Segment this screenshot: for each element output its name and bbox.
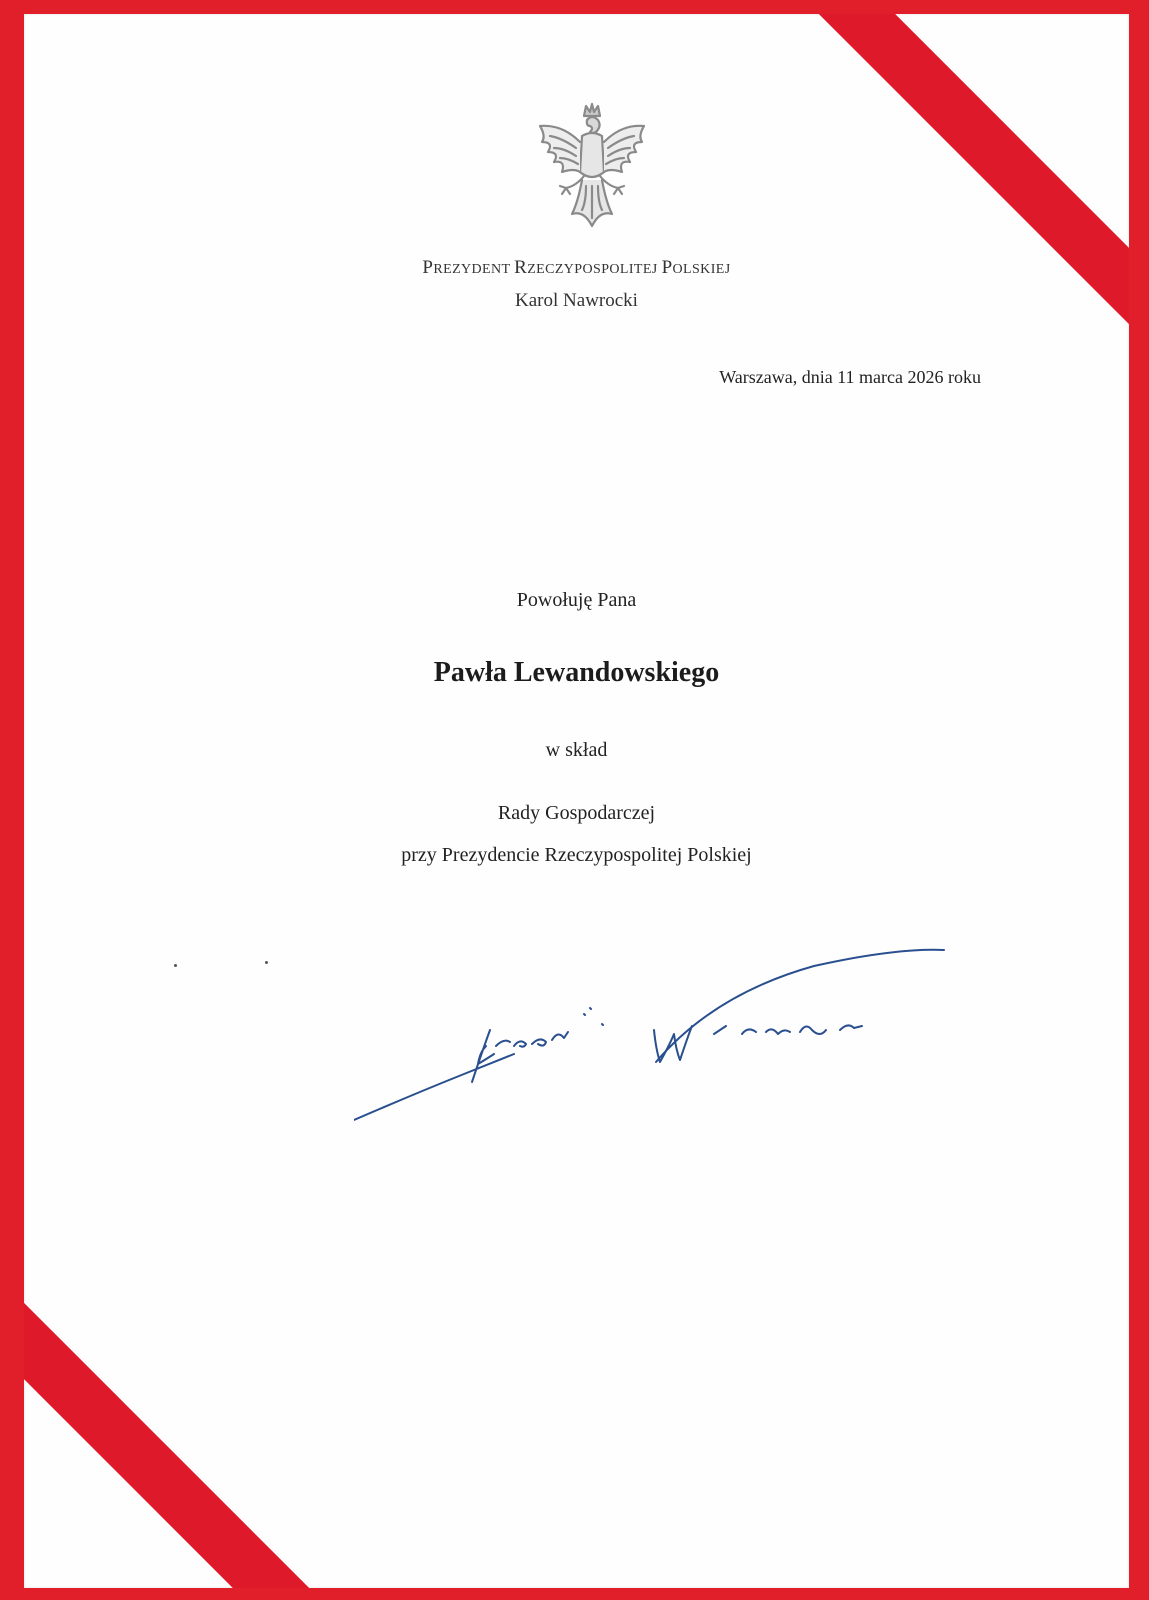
header-title-word: PREZYDENT (422, 257, 515, 278)
council-line-1: Rady Gospodarczej (497, 802, 656, 824)
document-sheet (24, 14, 1129, 1588)
signature (354, 934, 954, 1144)
corner-ribbon-bottom-left (24, 1278, 367, 1588)
appointee-name: Pawła Lewandowskiego (433, 657, 720, 688)
header-title-word: RZECZYPOSPOLITEJ (514, 257, 662, 278)
place-date: Warszawa, dnia 11 marca 2026 roku (719, 367, 981, 387)
ink-dot (174, 964, 177, 967)
header-name: Karol Nawrocki (515, 290, 638, 311)
ink-dot (265, 961, 268, 964)
header-title (24, 257, 1129, 279)
council-line-2: przy Prezydencie Rzeczypospolitej Polskiej (401, 844, 752, 866)
appoint-line: Powołuję Pana (516, 589, 637, 611)
header-title-word: POLSKIEJ (661, 257, 731, 278)
polish-eagle-emblem-icon (532, 102, 652, 240)
in-line: w skład (545, 739, 608, 761)
